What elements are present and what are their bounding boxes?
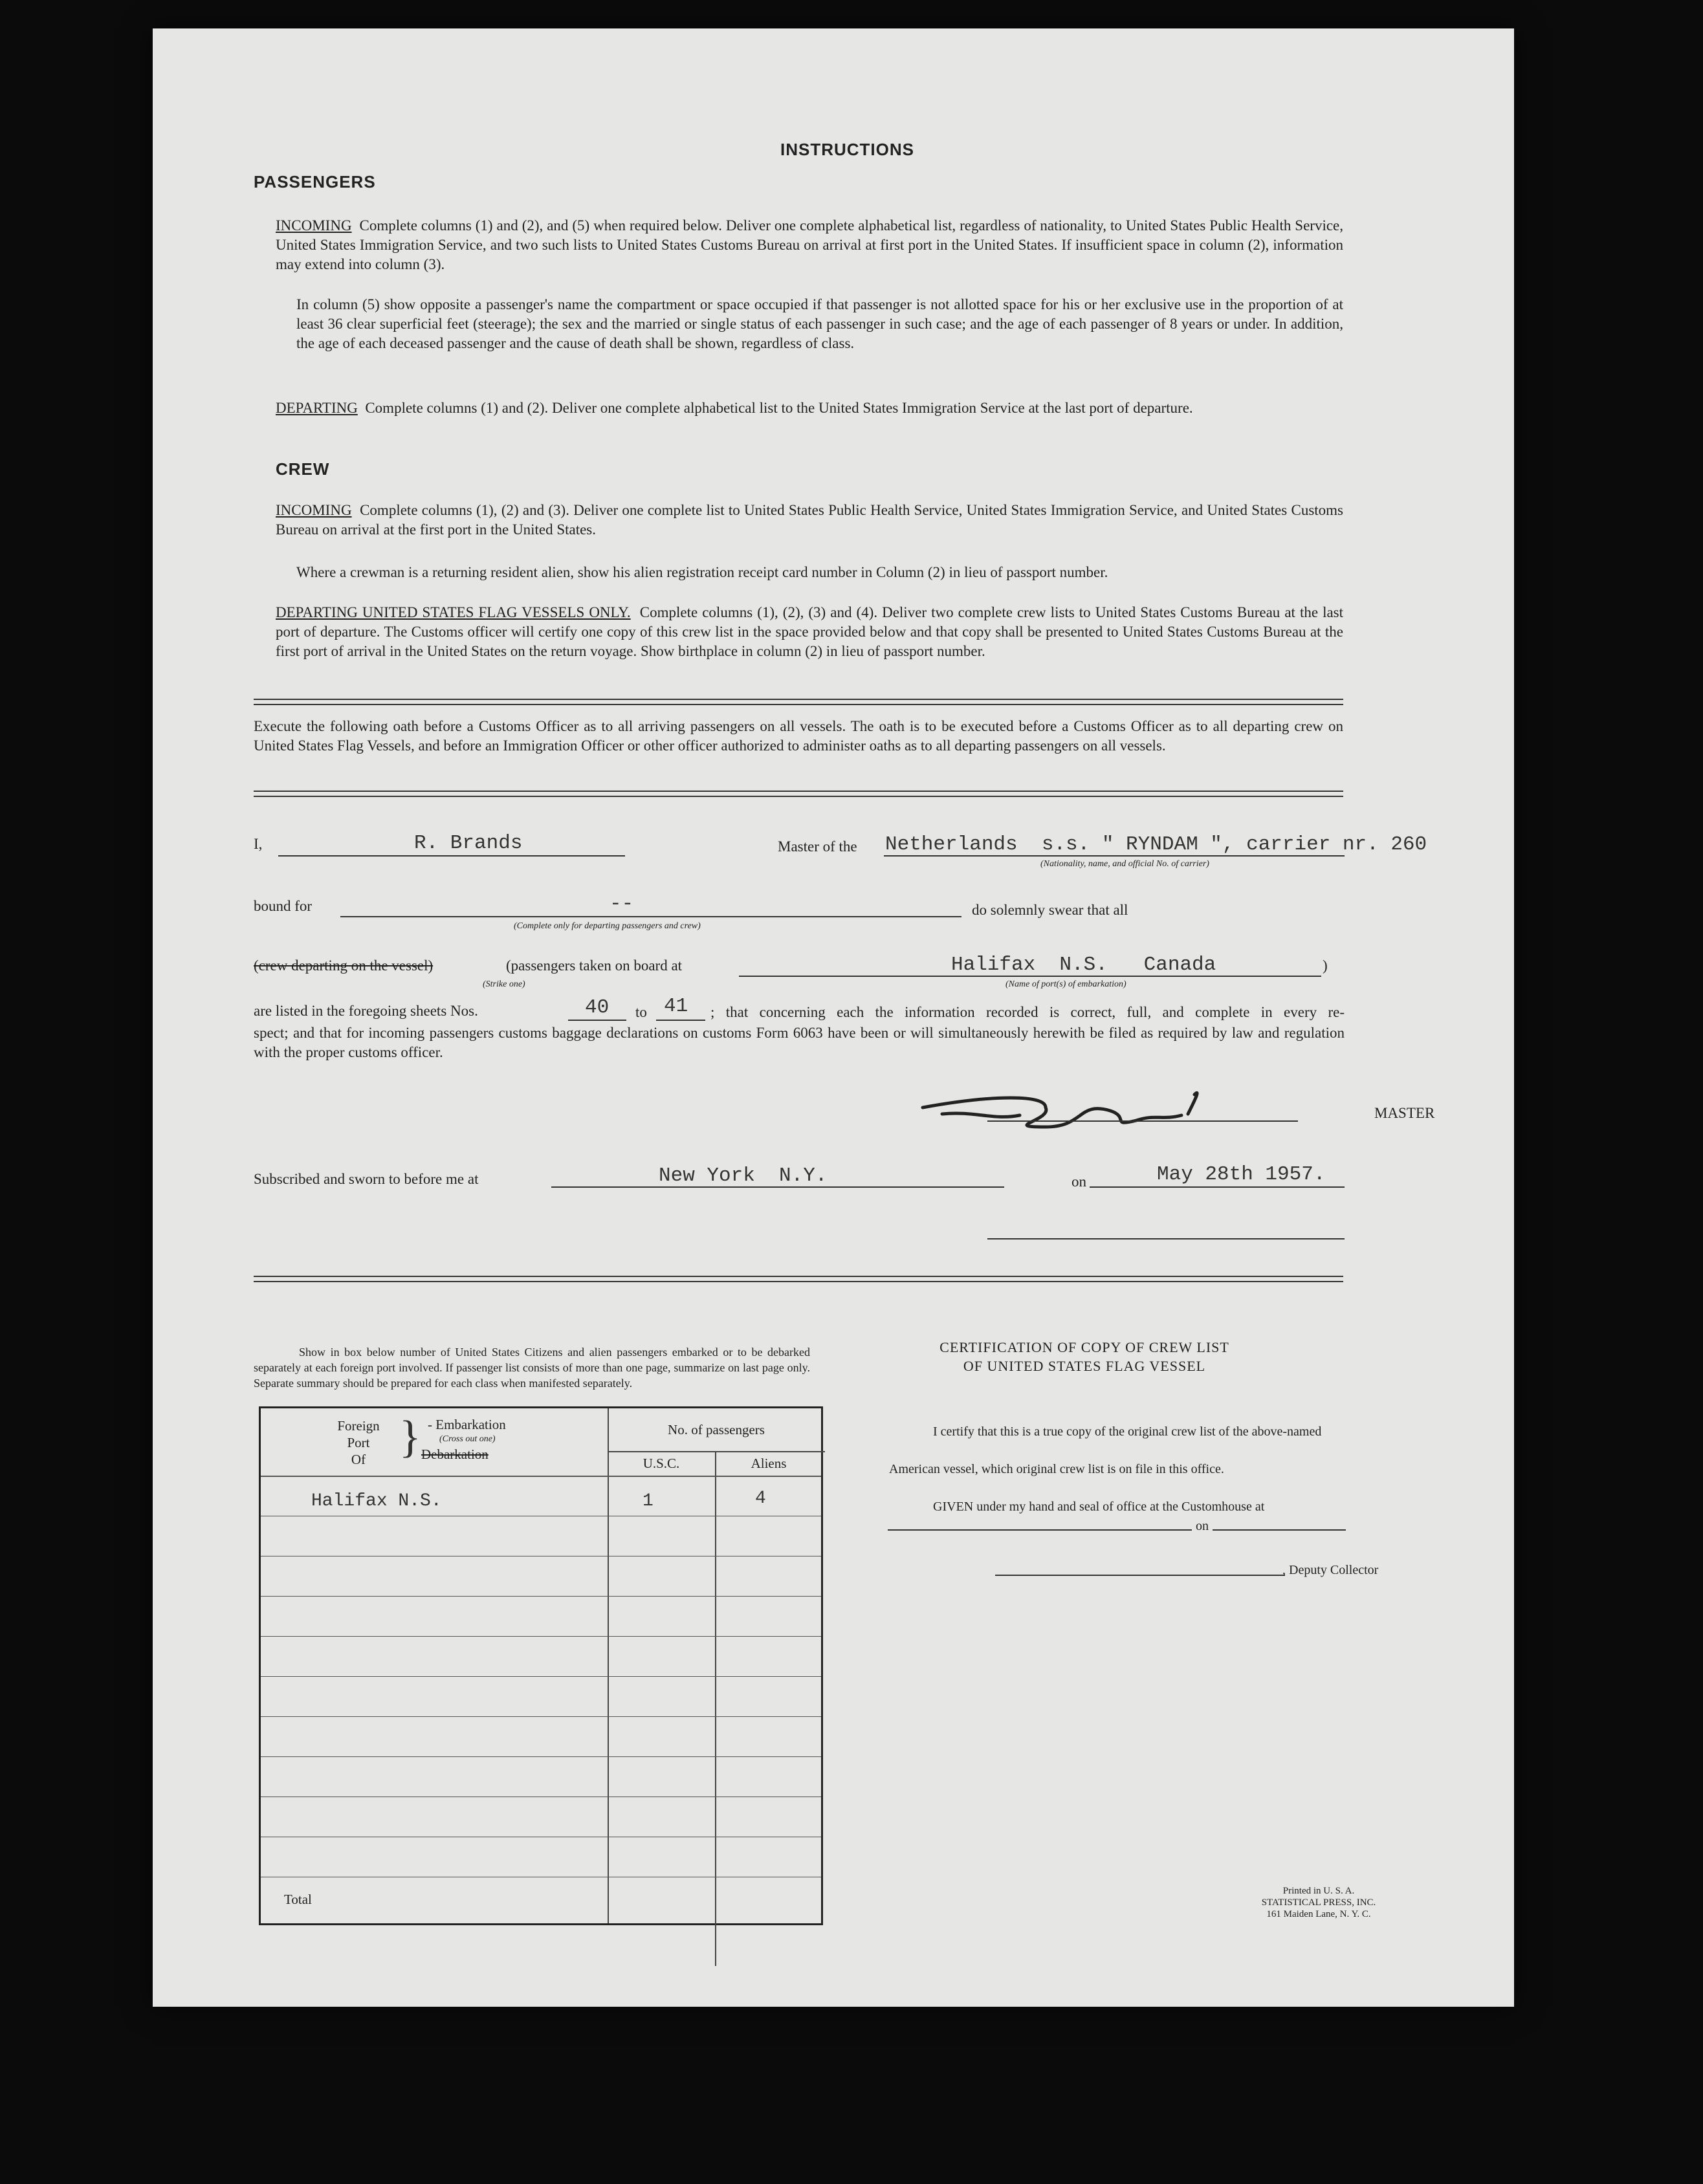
- embarkation-port-field[interactable]: Halifax N.S. Canada: [951, 954, 1216, 976]
- listed-rest-line-2: spect; and that for incoming passengers customs baggage declarations on customs Form 6063 have been or will simultaneously herewith be filed as required by law and regulation with the proper customs officer.: [254, 1025, 1345, 1060]
- instructions-title: INSTRUCTIONS: [780, 140, 914, 159]
- crew-heading: CREW: [276, 459, 330, 479]
- vessel-caption: (Nationality, name, and official No. of carrier): [1040, 859, 1209, 869]
- passenger-summary-table: [259, 1406, 823, 1925]
- sworn-date-line: [1090, 1186, 1345, 1188]
- oath-intro: Execute the following oath before a Customs Officer as to all arriving passengers on all vessels. The oath is to be executed before a Customs Officer as to all departing crew on United States Flag Vessels, and before an Immigration Officer or other officer authorized to administer oaths as to all departing passengers on all vessels.: [254, 718, 1343, 754]
- printer-line-2: STATISTICAL PRESS, INC.: [1261, 1897, 1376, 1908]
- port-header-1: Foreign: [337, 1418, 380, 1434]
- master-signature-line: [987, 1120, 1298, 1122]
- scan-border-bottom: [0, 2060, 1703, 2184]
- bound-for-label: bound for: [254, 898, 313, 914]
- departing-text: Complete columns (1) and (2). Deliver one complete alphabetical list to the United States Immigration Service at the last port of departure.: [365, 400, 1193, 416]
- i-label: I,: [254, 836, 263, 852]
- certify-text-1: I certify that this is a true copy of the original crew list of the above-named: [933, 1425, 1322, 1439]
- bound-for-caption: (Complete only for departing passengers and crew): [514, 921, 701, 931]
- crew-incoming-text: Complete columns (1), (2) and (3). Deliver one complete list to United States Public Health Service, United States Immigration Service, and United States Customs Bureau on arrival at the first port in the United States.: [276, 502, 1344, 538]
- incoming-text: Complete columns (1) and (2), and (5) when required below. Deliver one complete alphabetical list, regardless of nationality, to United States Public Health Service, United States Immigration Service, and two such lists to United States Customs Bureau on arrival at first port in the United States. If insufficient space in column (2), information may extend into column (3).: [276, 217, 1344, 272]
- master-name-line: [278, 855, 625, 857]
- embarkation-label: - Embarkation: [428, 1417, 506, 1432]
- summary-note: Show in box below number of United States Citizens and alien passengers embarked or to be debarked separately at each foreign port involved. If passenger list consists of more than one page, summarize on last page only. Separate summary should be prepared for each class when manifested separately.: [254, 1346, 810, 1390]
- departing-flag-text: Complete columns (1), (2), (3) and (4). Deliver two complete crew lists to United States Customs Bureau at the last port of departure. The Customs officer will certify one copy of this crew list in the space provided below and that copy shall be presented to United States Customs Bureau at the first port of arrival in the United States on the return voyage. Show birthplace in column (2) in lieu of passport number.: [276, 604, 1344, 659]
- section-divider: [254, 791, 1343, 797]
- aliens-header: Aliens: [751, 1456, 787, 1471]
- crew-incoming-label: INCOMING: [276, 502, 352, 518]
- master-of-label: Master of the: [778, 838, 857, 855]
- sheet-to-line: [656, 1020, 705, 1021]
- sheet-to-field[interactable]: 41: [664, 995, 688, 1018]
- column5-instruction: In column (5) show opposite a passenger's name the compartment or space occupied if that passenger is not allotted space for his or her exclusive use in the proportion of at least 36 clear superficial feet (steerage); the sex and the married or single status of each passenger in such case; and the age of each passenger of 8 years or under. In addition, the age of each deceased passenger and the cause of death shall be shown, regardless of class.: [296, 296, 1343, 351]
- certification-title: [890, 1338, 1279, 1375]
- printer-line-3: 161 Maiden Lane, N. Y. C.: [1266, 1909, 1371, 1919]
- bound-for-line: [340, 916, 961, 917]
- port-header-3: Of: [351, 1452, 366, 1467]
- sheet-from-field[interactable]: 40: [585, 996, 610, 1019]
- crew-departing-struck: (crew departing on the vessel): [254, 957, 434, 974]
- deputy-collector-line[interactable]: [995, 1575, 1285, 1576]
- departing-flag-instruction: [276, 603, 1343, 661]
- close-paren: ): [1323, 957, 1328, 974]
- bound-for-field[interactable]: --: [610, 893, 634, 915]
- section-divider: [254, 1276, 1343, 1282]
- listed-rest-line-1: ; that concerning each the information recorded is correct, full, and complete in every re-: [710, 1004, 1345, 1020]
- summary-row-port[interactable]: Halifax N.S.: [311, 1491, 442, 1511]
- certification-title-1: CERTIFICATION OF COPY OF CREW LIST: [939, 1339, 1229, 1355]
- table-col-divider: [715, 1451, 716, 1966]
- printer-line-1: Printed in U. S. A.: [1282, 1886, 1355, 1896]
- vessel-field[interactable]: Netherlands s.s. " RYNDAM ", carrier nr. 260: [885, 833, 1427, 856]
- sworn-date-field[interactable]: May 28th 1957.: [1157, 1163, 1326, 1186]
- passengers-heading: PASSENGERS: [254, 172, 376, 191]
- passengers-taken-text: (passengers taken on board at: [506, 957, 683, 974]
- strike-caption: (Strike one): [483, 979, 525, 989]
- scan-border-left: [0, 0, 153, 2184]
- departing-flag-label: DEPARTING UNITED STATES FLAG VESSELS ONLY.: [276, 604, 631, 620]
- usc-header: U.S.C.: [643, 1456, 680, 1471]
- certify-text-2: American vessel, which original crew list is on file in this office.: [889, 1462, 1224, 1476]
- debarkation-struck: Debarkation: [421, 1447, 489, 1462]
- passengers-departing-instruction: [276, 399, 1343, 418]
- sworn-on-label: on: [1071, 1174, 1086, 1190]
- master-name-field[interactable]: R. Brands: [414, 832, 523, 855]
- incoming-label: INCOMING: [276, 217, 352, 234]
- cert-date-line[interactable]: [1213, 1529, 1346, 1531]
- crewman-instruction: Where a crewman is a returning resident alien, show his alien registration receipt card number in Column (2) in lieu of passport number.: [296, 564, 1108, 580]
- no-of-passengers-header: No. of passengers: [668, 1422, 765, 1437]
- crew-incoming-instruction: [276, 501, 1343, 540]
- listed-text: are listed in the foregoing sheets Nos.: [254, 1003, 478, 1019]
- passengers-incoming-instruction: [276, 216, 1343, 274]
- officer-signature-line[interactable]: [987, 1238, 1345, 1239]
- cross-out-caption: (Cross out one): [439, 1434, 496, 1444]
- departing-label: DEPARTING: [276, 400, 358, 416]
- swear-text: do solemnly swear that all: [972, 902, 1128, 918]
- certification-title-2: OF UNITED STATES FLAG VESSEL: [963, 1358, 1206, 1374]
- subscribed-label: Subscribed and sworn to before me at: [254, 1171, 479, 1187]
- section-divider: [254, 699, 1343, 705]
- crew-list-form-page: [153, 28, 1514, 2007]
- sheet-from-line: [568, 1020, 626, 1021]
- port-header-2: Port: [347, 1435, 370, 1450]
- given-text: GIVEN under my hand and seal of office at the Customhouse at: [933, 1500, 1265, 1514]
- cert-on-label: on: [1196, 1519, 1209, 1533]
- summary-row-usc[interactable]: 1: [643, 1491, 654, 1511]
- summary-row-aliens[interactable]: 4: [755, 1489, 766, 1509]
- customhouse-line[interactable]: [888, 1529, 1192, 1531]
- to-label: to: [635, 1004, 647, 1020]
- brace-icon: }: [399, 1412, 421, 1462]
- table-col-divider: [608, 1408, 609, 1923]
- embarkation-caption: (Name of port(s) of embarkation): [1005, 979, 1126, 989]
- total-label: Total: [284, 1892, 312, 1907]
- master-signature: [916, 1075, 1279, 1153]
- master-label: MASTER: [1374, 1105, 1435, 1121]
- table-header-divider: [608, 1451, 825, 1452]
- printer-imprint: [1222, 1885, 1416, 1920]
- sworn-place-field[interactable]: New York N.Y.: [659, 1164, 828, 1187]
- port-header: [323, 1417, 394, 1468]
- deputy-collector-label: , Deputy Collector: [1282, 1563, 1379, 1577]
